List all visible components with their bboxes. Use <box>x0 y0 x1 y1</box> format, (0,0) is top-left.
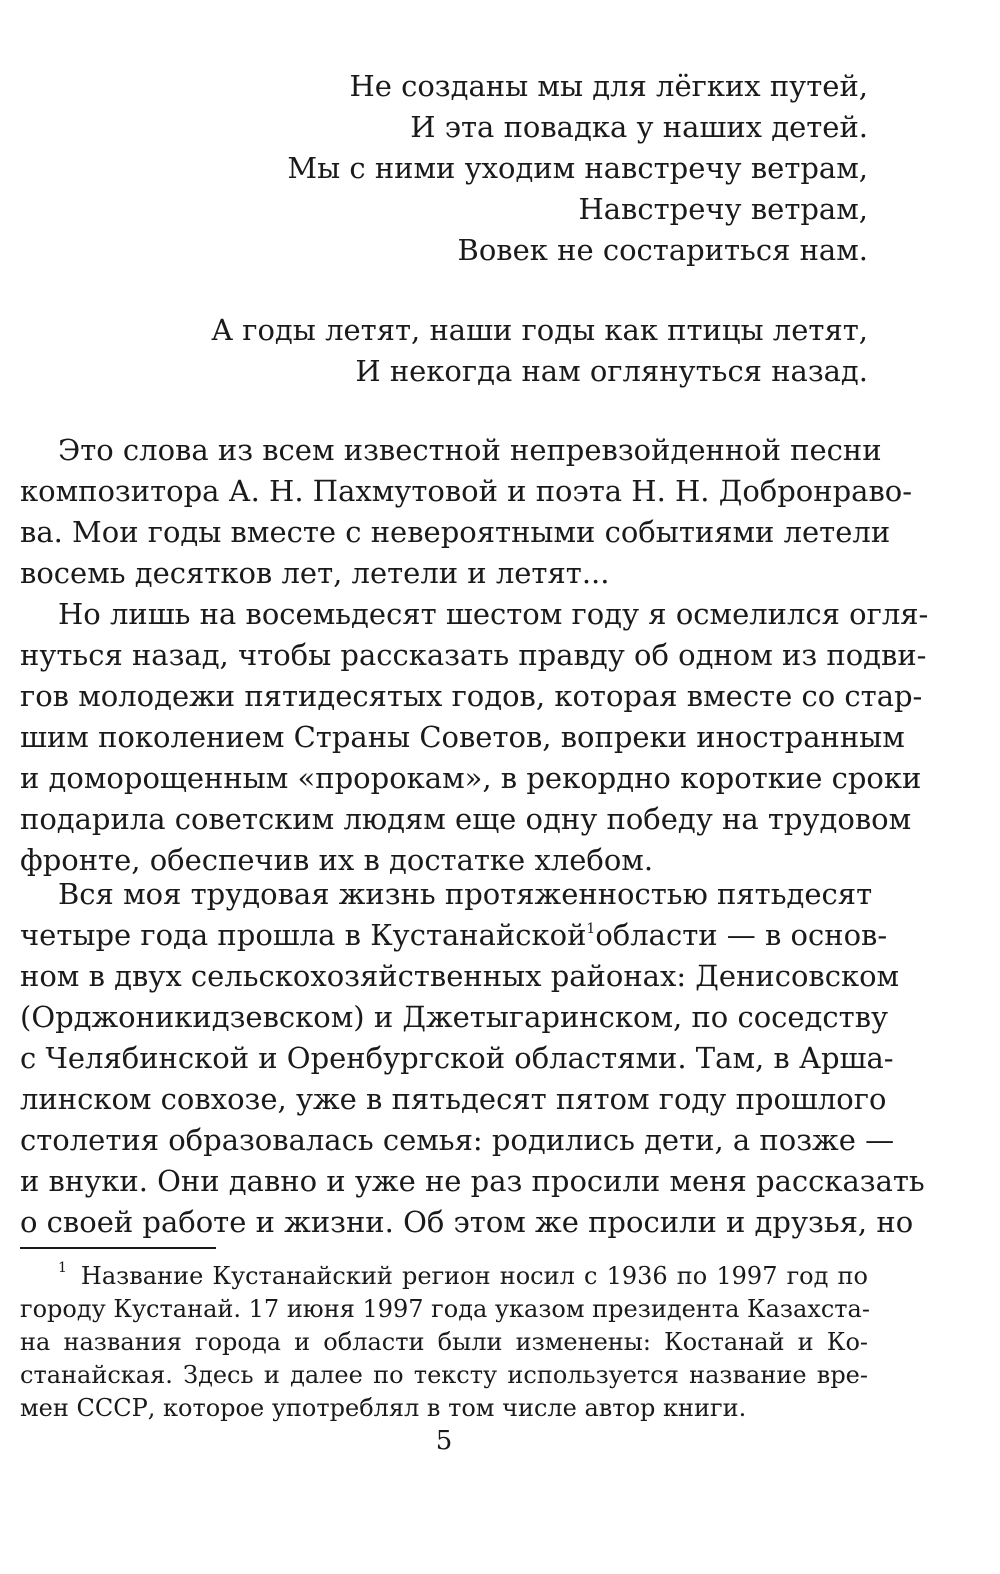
footnote-reference: 1 <box>586 921 596 937</box>
text-line: нуться назад, чтобы рассказать правду об одном из подви- <box>20 638 927 672</box>
poem-line: Не созданы мы для лёгких путей, <box>349 69 868 103</box>
text-line: Вся моя трудовая жизнь протяженностью пятьдесят <box>58 877 873 911</box>
poem-line: И некогда нам оглянуться назад. <box>355 354 868 388</box>
page-number: 5 <box>435 1426 453 1456</box>
text-line: столетия образовалась семья: родились дети, а позже — <box>20 1123 895 1157</box>
text-line: Но лишь на восемьдесят шестом году я осмелился огля- <box>58 597 929 631</box>
footnote-line: $^1$ Название Кустанайский регион носил с 1936 по 1997 год по <box>58 1260 868 1290</box>
text-fragment: области — в основ- <box>595 918 888 952</box>
text-line: линском совхозе, уже в пятьдесят пятом году прошлого <box>20 1082 887 1116</box>
poem-line: А годы летят, наши годы как птицы летят, <box>211 313 868 347</box>
text-line: о своей работе и жизни. Об этом же просили и друзья, но <box>20 1205 914 1239</box>
text-line: восемь десятков лет, летели и летят... <box>20 556 610 590</box>
text-line: (Орджоникидзевском) и Джетыгаринском, по соседству <box>20 1000 889 1034</box>
text-line: композитора А. Н. Пахмутовой и поэта Н. Н. Добронраво- <box>20 474 913 508</box>
footnote-line: городу Кустанай. 17 июня 1997 года указом президента Казахста- <box>20 1295 870 1323</box>
poem-line: Мы с ними уходим навстречу ветрам, <box>287 151 868 185</box>
text-line: шим поколением Страны Советов, вопреки иностранным <box>20 720 905 754</box>
text-line: фронте, обеспечив их в достатке хлебом. <box>20 843 654 877</box>
footnote-line: мен СССР, которое употреблял в том числе автор книги. <box>20 1394 747 1422</box>
text-line: подарила советским людям еще одну победу на трудовом <box>20 802 912 836</box>
footnote-line: на названия города и области были изменены: Костанай и Ко- <box>20 1328 868 1356</box>
text-line: Это слова из всем известной непревзойденной песни <box>58 433 882 467</box>
text-line: ва. Мои годы вместе с невероятными событиями летели <box>20 515 891 549</box>
poem-line: И эта повадка у наших детей. <box>410 110 868 144</box>
text-line: и внуки. Они давно и уже не раз просили меня рассказать <box>20 1164 925 1198</box>
footnote-marker: 1 <box>58 1260 67 1276</box>
text-line <box>20 915 888 955</box>
text-line: и доморощенным «пророкам», в рекордно короткие сроки <box>20 761 922 795</box>
poem-line: Навстречу ветрам, <box>578 192 868 226</box>
text-line: с Челябинской и Оренбургской областями. Там, в Арша- <box>20 1041 894 1075</box>
footnote-line: станайская. Здесь и далее по тексту используется название вре- <box>20 1361 868 1389</box>
poem-line: Вовек не состариться нам. <box>457 233 868 267</box>
text-fragment: четыре года прошла в Кустанайской$^1$ <box>20 918 596 952</box>
text-line: ном в двух сельскохозяйственных районах: Денисовском <box>20 959 900 993</box>
footnote-divider <box>20 1247 216 1249</box>
text-line: гов молодежи пятидесятых годов, которая вместе со стар- <box>20 679 923 713</box>
